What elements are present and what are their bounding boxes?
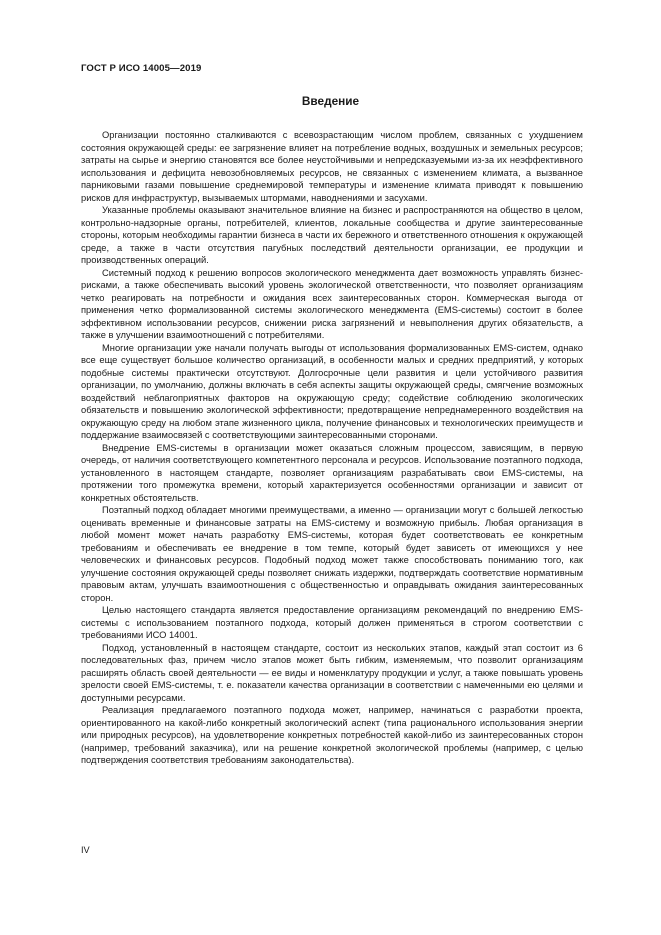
paragraph: Многие организации уже начали получать выгоды от использования формализованных EMS-систем, однако все еще существует большое количество организаций, в особенности малых и средних предприятий, у которых подобные системы практически отсутствуют. Долгосрочные цели развития и цели устойчивого развития организации, по умолчанию, должны включать в себя аспекты защиты окружающей среды, смягчение возможных воздействий неблагоприятных факторов на окружающую среду; содействие соблюдению экологических обязательств и повышению экологической эффективности; предотвращение непреднамеренного воздействия на окружающую среду на любом этапе жизненного цикла, получение финансовых и технологических преимуществ и поддержание взаимосвязей с соответствующими заинтересованными сторонами. <box>81 342 583 440</box>
paragraph: Поэтапный подход обладает многими преимуществами, а именно — организации могут с большей легкостью оценивать временные и финансовые затраты на EMS-систему и возможную прибыль. Любая организация в любой момент может начать разработку EMS-системы, которая будет соответствовать ее конкретным требованиям и обеспечивать ее внедрение в том темпе, который будет зависеть от имеющихся у нее человеческих и финансовых ресурсов. Подобный подход может также способствовать пониманию того, как улучшение состояния окружающей среды позволяет снижать издержки, подтверждать соответствие нормативным правовым актам, улучшать взаимоотношения с общественностью и оправдывать ожидания заинтересованных сторон. <box>81 505 583 603</box>
page-number: IV <box>81 845 90 855</box>
paragraph: Целью настоящего стандарта является предоставление организациям рекомендаций по внедрению EMS-системы с использованием поэтапного подхода, который должен применяться в строгом соответствии с требованиями ИСО 14001. <box>81 605 583 640</box>
document-header: ГОСТ Р ИСО 14005—2019 <box>81 63 202 74</box>
paragraph: Реализация предлагаемого поэтапного подхода может, например, начинаться с разработки проекта, ориентированного на какой-либо конкретный экологический аспект (типа рационального использования энергии или природных ресурсов), на удовлетворение конкретных потребностей какой-либо из заинтересованных сторон (например, требований заказчика), или на решение конкретной экологической проблемы (например, с целью подтверждения соответствия требованиям законодательства). <box>81 705 583 765</box>
body-text <box>81 129 583 767</box>
paragraph: Системный подход к решению вопросов экологического менеджмента дает возможность управлять бизнес-рисками, а также обеспечивать высокий уровень экологической ответственности, что позволяет организациям четко реагировать на потребности и ожидания всех заинтересованных сторон. Коммерческая выгода от применения четко формализованной системы экологического менеджмента (EMS-системы) состоит в более эффективном использовании ресурсов, снижении риска загрязнений и невыполнения других обязательств, а также в улучшении взаимоотношений с потребителями. <box>81 267 583 340</box>
paragraph: Указанные проблемы оказывают значительное влияние на бизнес и распространяются на общество в целом, контрольно-надзорные органы, потребителей, клиентов, локальные сообщества и другие заинтересованные стороны, которым необходимы гарантии бизнеса в части их бережного и ответственного отношения к окружающей среде, а также в части отсутствия пагубных последствий деятельности организации, ее продукции и производственных операций. <box>81 205 583 265</box>
section-title: Введение <box>301 94 360 108</box>
paragraph: Внедрение EMS-системы в организации может оказаться сложным процессом, зависящим, в первую очередь, от наличия соответствующего компетентного персонала и ресурсов. Использование поэтапного подхода, установленного в настоящем стандарте, позволяет организациям разрабатывать свои EMS-системы, на протяжении того промежутка времени, который характеризуется особенностями организации и зависит от конкретных обстоятельств. <box>81 442 583 503</box>
paragraph: Подход, установленный в настоящем стандарте, состоит из нескольких этапов, каждый этап состоит из 6 последовательных фаз, причем число этапов может быть гибким, изменяемым, что позволит организациям расширять область своей деятельности — ее виды и номенклатуру продукции и услуг, а также повышать уровень зрелости своей EMS-системы, т. е. показатели качества организации в соответствии с намеченными ею целями и доступными ресурсами. <box>81 642 583 703</box>
paragraph: Организации постоянно сталкиваются с всевозрастающим числом проблем, связанных с ухудшением состояния окружающей среды: ее загрязнение влияет на потребление водных, воздушных и земельных ресурсов; затраты на сырье и энергию становятся все более неустойчивыми и непредсказуемыми из-за их неэффективного использования и дефицита невозобновляемых ресурсов, не связанных с изменением климата, а вызванное парниковыми газами повышение среднемировой температуры и изменение климата приводят к повышению рисков для инфраструктур, вызываемых штормами, наводнениями и засухами. <box>81 130 583 203</box>
